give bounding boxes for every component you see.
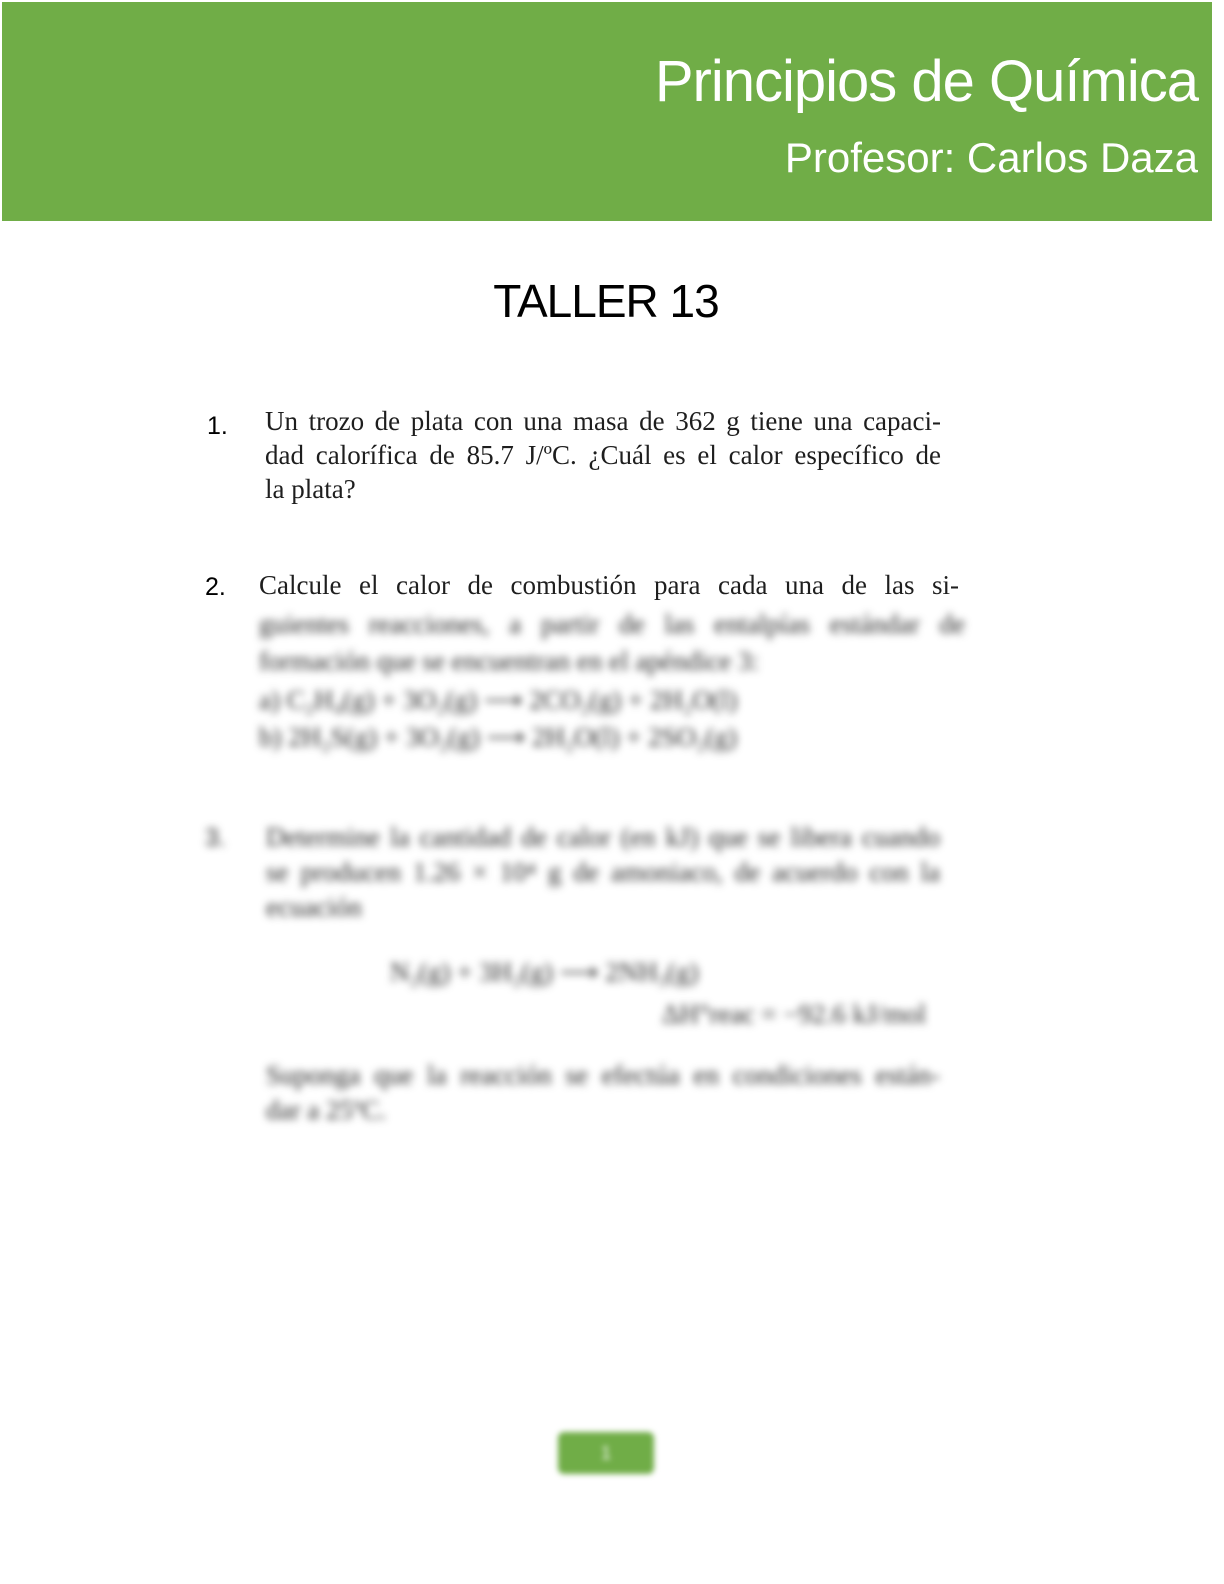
ammonia-equation: N₂(g) + 3H₂(g) ⟶ 2NH₃(g) (390, 957, 699, 987)
page-number: 1 (600, 1442, 611, 1463)
problem-1-text (265, 404, 941, 506)
document-title: TALLER 13 (493, 275, 719, 327)
problem-3-line: ecuación (266, 892, 362, 922)
problem-3-line: Determine la cantidad de calor (en kJ) que se libera cuando (266, 822, 940, 852)
header-banner (2, 2, 1212, 221)
problem-3-line: dar a 25ºC. (266, 1095, 387, 1125)
problem-2-number: 2. (205, 573, 226, 601)
problem-2-line: guientes reacciones, a partir de las entalpías estándar de (259, 609, 965, 639)
professor-name: Profesor: Carlos Daza (784, 134, 1198, 181)
problem-2-text (259, 568, 959, 602)
course-title: Principios de Química (654, 49, 1198, 114)
problem-3-number: 3. (205, 824, 226, 852)
problem-1-line: la plata? (265, 474, 356, 504)
enthalpy-value: ΔH°reac = −92.6 kJ/mol (662, 999, 927, 1029)
problem-3-line: Suponga que la reacción se efectúa en condiciones están- (266, 1060, 940, 1090)
problem-3-text (266, 820, 940, 925)
problem-2-blurred-text (259, 606, 965, 756)
reaction-a: a) C₂H₄(g) + 3O₂(g) ⟶ 2CO₂(g) + 2H₂O(l) (259, 685, 738, 715)
page-number-badge (558, 1432, 654, 1474)
problem-3-closing (266, 1058, 940, 1128)
problem-3-line: se producen 1.26 × 10⁴ g de amoniaco, de acuerdo con la (266, 857, 940, 887)
problem-1-line: dad calorífica de 85.7 J/ºC. ¿Cuál es el calor específico de (265, 440, 941, 470)
problem-2-line: Calcule el calor de combustión para cada una de las si- (259, 570, 959, 600)
problem-1-number: 1. (207, 412, 228, 440)
problem-1-line: Un trozo de plata con una masa de 362 g tiene una capaci- (265, 406, 941, 436)
problem-2-line: formación que se encuentran en el apéndice 3: (259, 646, 760, 676)
reaction-b: b) 2H₂S(g) + 3O₂(g) ⟶ 2H₂O(l) + 2SO₂(g) (259, 722, 738, 752)
